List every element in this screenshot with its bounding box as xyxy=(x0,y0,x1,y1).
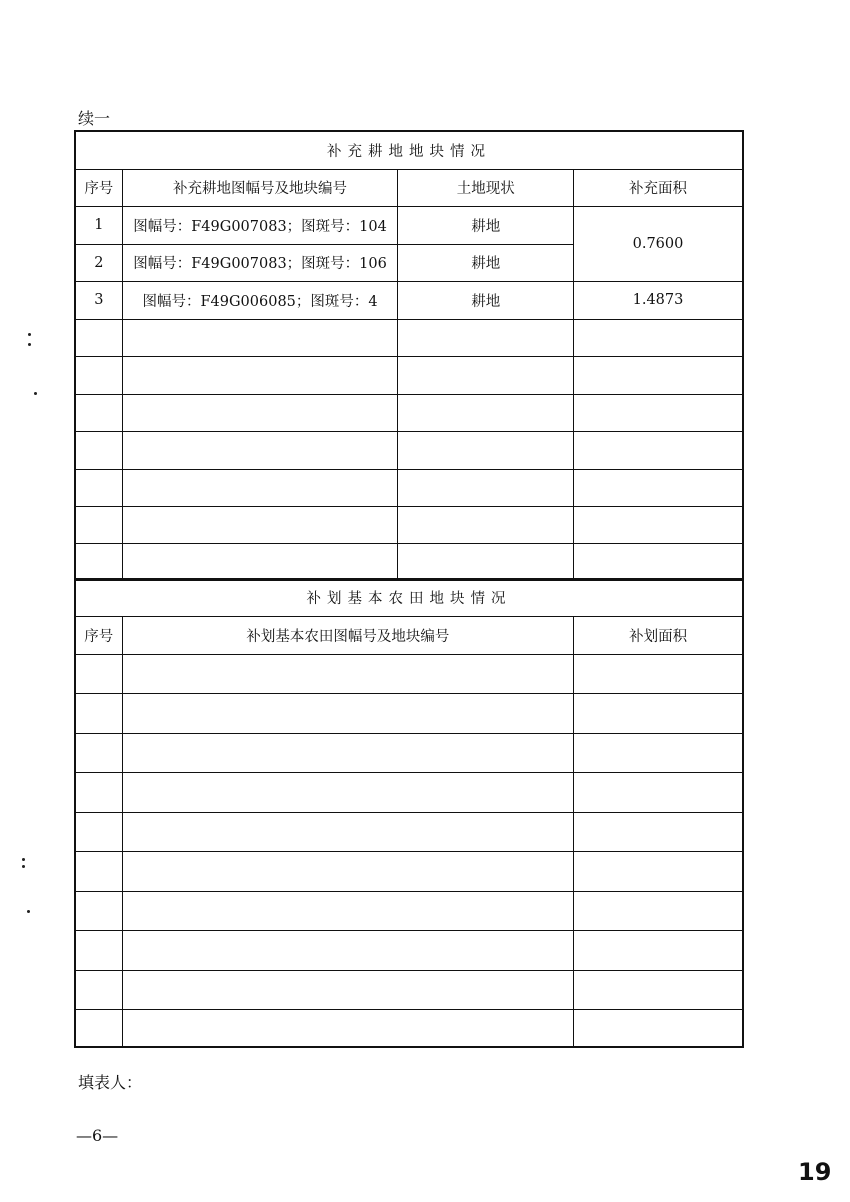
header-area: 补充面积 xyxy=(573,169,743,206)
empty-row xyxy=(75,469,743,506)
handwritten-page-stamp: 19 xyxy=(798,1158,832,1186)
scan-speck xyxy=(22,865,25,868)
header-seq: 序号 xyxy=(75,169,122,206)
parcel-code: 图幅号：F49G007083；图斑号：104 xyxy=(122,206,398,244)
parcel-code: 图幅号：F49G007083；图斑号：106 xyxy=(122,244,398,281)
table-row xyxy=(75,206,743,244)
scan-speck xyxy=(34,392,37,395)
empty-row xyxy=(75,970,743,1009)
land-status: 耕地 xyxy=(398,281,574,319)
row-number: 2 xyxy=(75,244,122,281)
empty-row xyxy=(75,891,743,930)
continuation-label: 续一 xyxy=(78,109,111,128)
merged-area: 0.7600 xyxy=(573,206,743,281)
section2-title: 补划基本农田地块情况 xyxy=(75,579,743,616)
scan-speck xyxy=(27,910,30,913)
section1-title: 补充耕地地块情况 xyxy=(75,131,743,169)
header-status: 土地现状 xyxy=(398,169,574,206)
scan-speck xyxy=(28,343,31,346)
land-status: 耕地 xyxy=(398,206,574,244)
row-number: 3 xyxy=(75,281,122,319)
header-code: 补充耕地图幅号及地块编号 xyxy=(122,169,398,206)
empty-row xyxy=(75,851,743,891)
header-code: 补划基本农田图幅号及地块编号 xyxy=(122,616,574,654)
basic-farmland-table xyxy=(74,578,744,1048)
parcel-code: 图幅号：F49G006085；图斑号：4 xyxy=(122,281,398,319)
empty-row xyxy=(75,506,743,543)
filler-label: 填表人： xyxy=(78,1073,143,1092)
empty-row xyxy=(75,319,743,356)
page-number: —6— xyxy=(76,1126,119,1145)
supplementary-farmland-table xyxy=(74,130,744,581)
land-status: 耕地 xyxy=(398,244,574,281)
area-value: 1.4873 xyxy=(573,281,743,319)
header-area: 补划面积 xyxy=(574,616,743,654)
scan-speck xyxy=(22,858,25,861)
table-row xyxy=(75,281,743,319)
empty-row xyxy=(75,654,743,693)
empty-row xyxy=(75,1009,743,1047)
empty-row xyxy=(75,733,743,772)
empty-row xyxy=(75,930,743,970)
header-seq: 序号 xyxy=(75,616,122,654)
empty-row xyxy=(75,394,743,431)
empty-row xyxy=(75,543,743,580)
empty-row xyxy=(75,693,743,733)
empty-row xyxy=(75,812,743,851)
empty-row xyxy=(75,431,743,469)
empty-row xyxy=(75,356,743,394)
empty-row xyxy=(75,772,743,812)
row-number: 1 xyxy=(75,206,122,244)
scan-speck xyxy=(28,333,31,336)
